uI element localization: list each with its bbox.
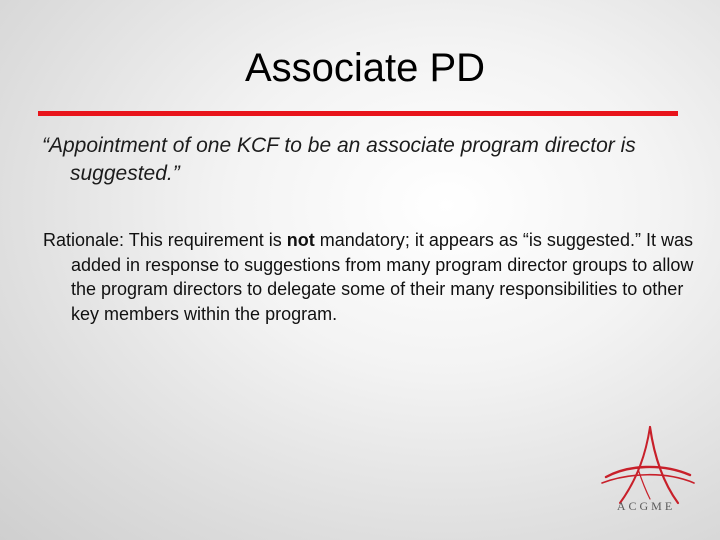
title-divider: [38, 111, 678, 116]
rationale-text-end: mandatory; it appears as “is suggested.” It was added in response to suggestions from many program director groups to allow the program directors to delegate some of their many responsibilities to other key members within the program.: [71, 230, 694, 324]
rationale-text-start: Rationale: This requirement is: [43, 230, 287, 250]
logo-wordmark: ACGME: [616, 499, 676, 513]
slide-title: Associate PD: [244, 46, 486, 90]
rationale-paragraph: [43, 228, 701, 326]
rationale-emphasis: not: [286, 230, 315, 250]
quote-text: “Appointment of one KCF to be an associate program director is suggested.”: [42, 134, 636, 185]
